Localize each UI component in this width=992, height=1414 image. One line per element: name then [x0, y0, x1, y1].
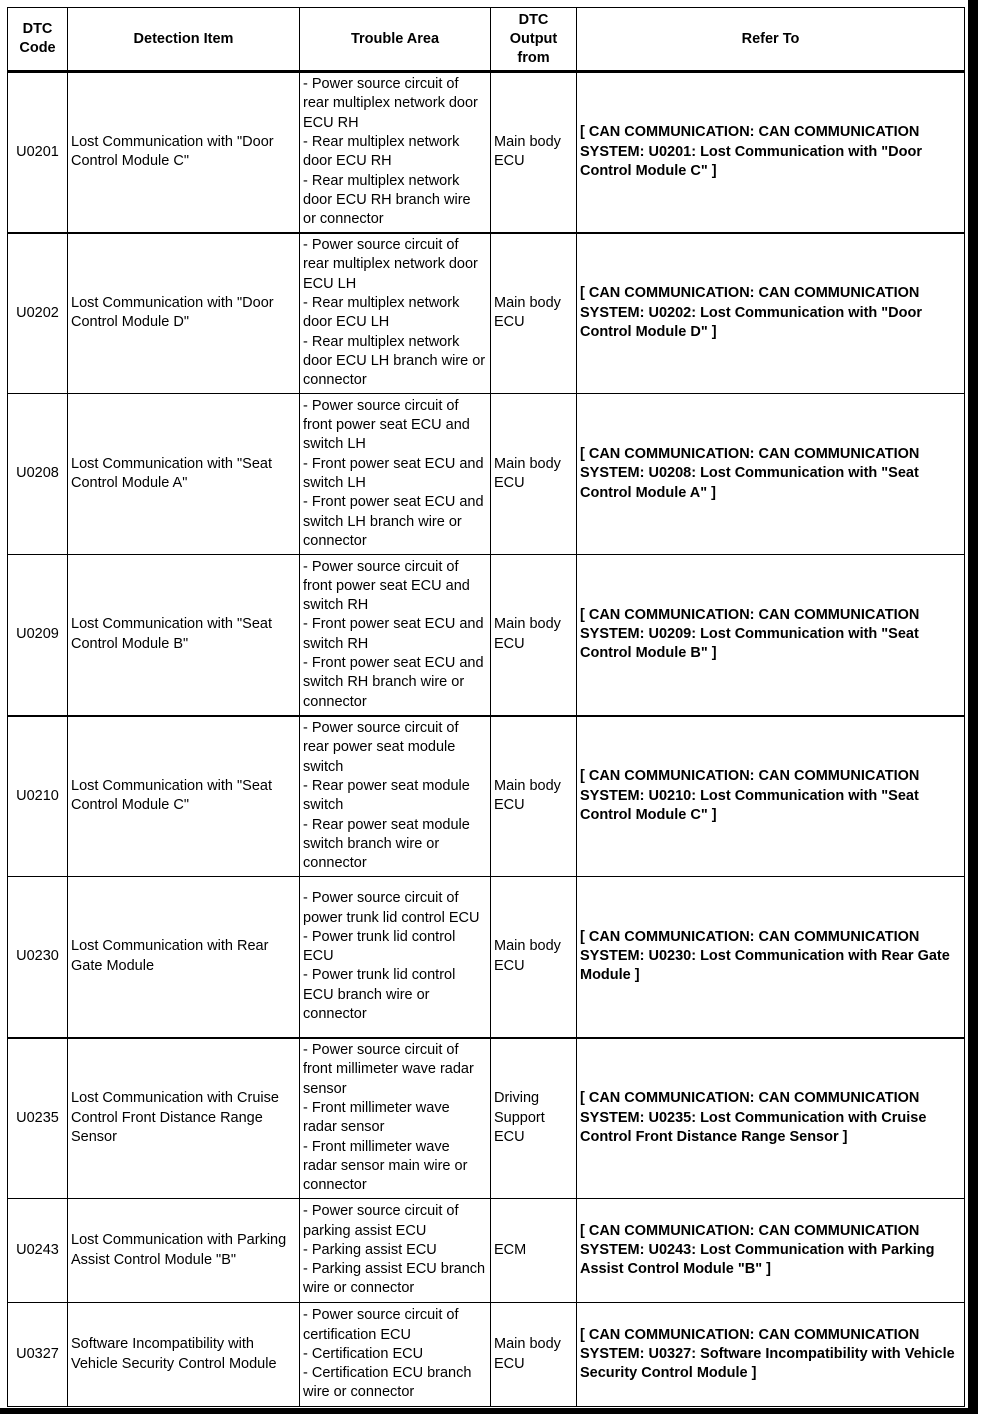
trouble-area-line: - Power trunk lid control ECU branch wire or connector	[303, 967, 456, 1022]
detection-item-cell: Software Incompatibility with Vehicle Security Control Module	[68, 1303, 300, 1407]
header-detection-item: Detection Item	[68, 8, 300, 72]
trouble-area-line: - Rear multiplex network door ECU RH branch wire or connector	[303, 172, 471, 228]
page-edge-shadow	[968, 0, 978, 1414]
detection-item-cell: Lost Communication with "Seat Control Module A"	[68, 394, 300, 555]
table-row	[8, 72, 965, 233]
trouble-area-line: - Power source circuit of power trunk lid control ECU	[303, 890, 480, 926]
dtc-code-cell: U0209	[8, 555, 68, 716]
header-dtc-code: DTC Code	[8, 8, 68, 72]
table-row	[8, 1199, 965, 1303]
trouble-area-cell	[300, 1038, 491, 1199]
refer-to-link[interactable]: [ CAN COMMUNICATION: CAN COMMUNICATION SYSTEM: U0209: Lost Communication with "Seat Control Module B" ]	[577, 555, 965, 716]
trouble-area-cell	[300, 394, 491, 555]
trouble-area-line: - Rear power seat module switch branch wire or connector	[303, 816, 470, 872]
trouble-area-cell	[300, 1199, 491, 1303]
detection-item-cell: Lost Communication with "Seat Control Module B"	[68, 555, 300, 716]
detection-item-cell: Lost Communication with "Door Control Module D"	[68, 233, 300, 394]
refer-to-link[interactable]: [ CAN COMMUNICATION: CAN COMMUNICATION SYSTEM: U0202: Lost Communication with "Door Control Module D" ]	[577, 233, 965, 394]
trouble-area-line: - Power source circuit of front power seat ECU and switch LH	[303, 397, 470, 453]
dtc-code-cell: U0201	[8, 72, 68, 233]
detection-item-cell: Lost Communication with Parking Assist Control Module "B"	[68, 1199, 300, 1303]
dtc-code-cell: U0243	[8, 1199, 68, 1303]
detection-item-cell: Lost Communication with "Door Control Module C"	[68, 72, 300, 233]
trouble-area-line: - Power trunk lid control ECU	[303, 928, 456, 965]
refer-to-link[interactable]: [ CAN COMMUNICATION: CAN COMMUNICATION SYSTEM: U0327: Software Incompatibility with Vehicle Security Control Module ]	[577, 1303, 965, 1407]
refer-to-link[interactable]: [ CAN COMMUNICATION: CAN COMMUNICATION SYSTEM: U0210: Lost Communication with "Seat Control Module C" ]	[577, 716, 965, 877]
trouble-area-line: - Front millimeter wave radar sensor main wire or connector	[303, 1138, 468, 1194]
trouble-area-line: - Rear power seat module switch	[303, 777, 470, 814]
dtc-output-cell: Main body ECU	[491, 555, 577, 716]
detection-item-cell: Lost Communication with "Seat Control Module C"	[68, 716, 300, 877]
header-dtc-output: DTC Output from	[491, 8, 577, 72]
dtc-table	[7, 7, 965, 1407]
header-refer-to: Refer To	[577, 8, 965, 72]
trouble-area-line: - Power source circuit of rear power seat module switch	[303, 720, 459, 775]
trouble-area-line: - Power source circuit of parking assist ECU	[303, 1203, 459, 1239]
dtc-output-cell: ECM	[491, 1199, 577, 1303]
table-row	[8, 1038, 965, 1199]
refer-to-link[interactable]: [ CAN COMMUNICATION: CAN COMMUNICATION SYSTEM: U0230: Lost Communication with Rear Gate Module ]	[577, 877, 965, 1038]
trouble-area-cell	[300, 233, 491, 394]
dtc-code-cell: U0327	[8, 1303, 68, 1407]
dtc-output-cell: Driving Support ECU	[491, 1038, 577, 1199]
dtc-code-cell: U0208	[8, 394, 68, 555]
detection-item-cell: Lost Communication with Rear Gate Module	[68, 877, 300, 1038]
table-row	[8, 1303, 965, 1407]
table-row	[8, 555, 965, 716]
trouble-area-line: - Power source circuit of rear multiplex network door ECU RH	[303, 76, 478, 131]
dtc-code-cell: U0202	[8, 233, 68, 394]
table-header-row	[8, 8, 965, 72]
trouble-area-line: - Rear multiplex network door ECU LH	[303, 294, 460, 331]
refer-to-link[interactable]: [ CAN COMMUNICATION: CAN COMMUNICATION SYSTEM: U0243: Lost Communication with Parking Assist Control Module "B" ]	[577, 1199, 965, 1303]
trouble-area-line: - Parking assist ECU	[303, 1241, 437, 1258]
trouble-area-line: - Power source circuit of rear multiplex network door ECU LH	[303, 237, 478, 292]
table-row	[8, 716, 965, 877]
trouble-area-line: - Parking assist ECU branch wire or connector	[303, 1261, 486, 1297]
trouble-area-line: - Rear multiplex network door ECU LH branch wire or connector	[303, 333, 486, 389]
dtc-code-cell: U0210	[8, 716, 68, 877]
trouble-area-cell	[300, 716, 491, 877]
page-edge-shadow	[0, 1408, 978, 1414]
trouble-area-line: - Front millimeter wave radar sensor	[303, 1099, 450, 1136]
header-trouble-area: Trouble Area	[300, 8, 491, 72]
trouble-area-cell	[300, 877, 491, 1038]
trouble-area-cell	[300, 555, 491, 716]
refer-to-link[interactable]: [ CAN COMMUNICATION: CAN COMMUNICATION SYSTEM: U0208: Lost Communication with "Seat Control Module A" ]	[577, 394, 965, 555]
trouble-area-line: - Certification ECU	[303, 1345, 424, 1362]
dtc-output-cell: Main body ECU	[491, 394, 577, 555]
dtc-code-cell: U0230	[8, 877, 68, 1038]
trouble-area-line: - Front power seat ECU and switch RH	[303, 616, 484, 652]
refer-to-link[interactable]: [ CAN COMMUNICATION: CAN COMMUNICATION SYSTEM: U0201: Lost Communication with "Door Control Module C" ]	[577, 72, 965, 233]
trouble-area-line: - Certification ECU branch wire or connector	[303, 1365, 472, 1401]
dtc-code-cell: U0235	[8, 1038, 68, 1199]
trouble-area-cell	[300, 1303, 491, 1407]
trouble-area-line: - Front power seat ECU and switch LH	[303, 455, 484, 491]
trouble-area-line: - Front power seat ECU and switch RH branch wire or connector	[303, 655, 484, 710]
dtc-output-cell: Main body ECU	[491, 233, 577, 394]
table-row	[8, 394, 965, 555]
refer-to-link[interactable]: [ CAN COMMUNICATION: CAN COMMUNICATION SYSTEM: U0235: Lost Communication with Cruise Control Front Distance Range Sensor ]	[577, 1038, 965, 1199]
dtc-output-cell: Main body ECU	[491, 72, 577, 233]
dtc-output-cell: Main body ECU	[491, 1303, 577, 1407]
trouble-area-line: - Power source circuit of certification ECU	[303, 1307, 459, 1343]
trouble-area-line: - Front power seat ECU and switch LH branch wire or connector	[303, 494, 484, 549]
trouble-area-line: - Power source circuit of front millimeter wave radar sensor	[303, 1042, 474, 1097]
trouble-area-line: - Power source circuit of front power seat ECU and switch RH	[303, 558, 470, 614]
trouble-area-cell	[300, 72, 491, 233]
dtc-output-cell: Main body ECU	[491, 877, 577, 1038]
trouble-area-line: - Rear multiplex network door ECU RH	[303, 133, 460, 170]
table-row	[8, 233, 965, 394]
dtc-output-cell: Main body ECU	[491, 716, 577, 877]
table-row	[8, 877, 965, 1038]
detection-item-cell: Lost Communication with Cruise Control Front Distance Range Sensor	[68, 1038, 300, 1199]
